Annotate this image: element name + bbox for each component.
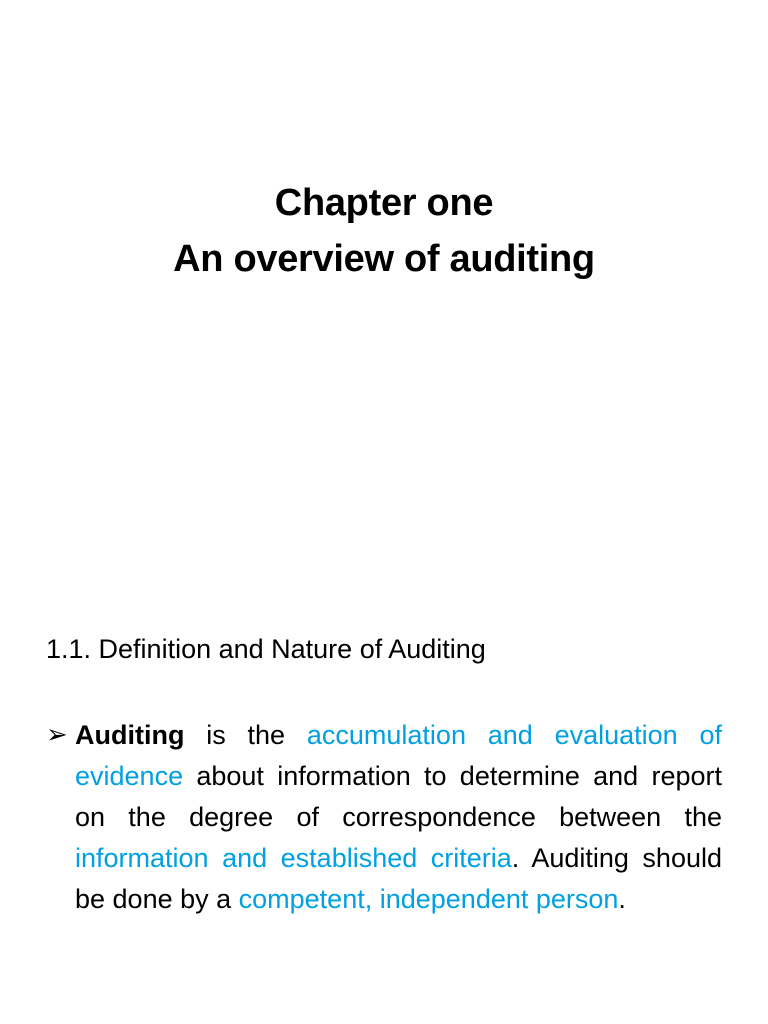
definition-text-1: is the [184, 720, 307, 750]
section-heading: 1.1. Definition and Nature of Auditing [46, 634, 486, 664]
chapter-title-line-2: An overview of auditing [173, 238, 595, 280]
highlight-criteria: information and established criteria [75, 843, 512, 873]
defined-term: Auditing [75, 720, 185, 750]
arrow-bullet-icon: ➢ [46, 720, 68, 750]
definition-paragraph [75, 715, 722, 920]
definition-text-2: about information to determine and report on the degree of correspondence between the [75, 761, 722, 832]
chapter-title [0, 175, 768, 287]
definition-bullet [46, 715, 722, 920]
definition-text-3: . Auditing should be done by a [75, 843, 722, 914]
highlight-accumulation: accumulation and evaluation of evidence [75, 720, 722, 791]
definition-text-4: . [618, 884, 626, 914]
highlight-competent-person: competent, independent person [238, 884, 619, 914]
chapter-title-line-1: Chapter one [274, 182, 494, 224]
